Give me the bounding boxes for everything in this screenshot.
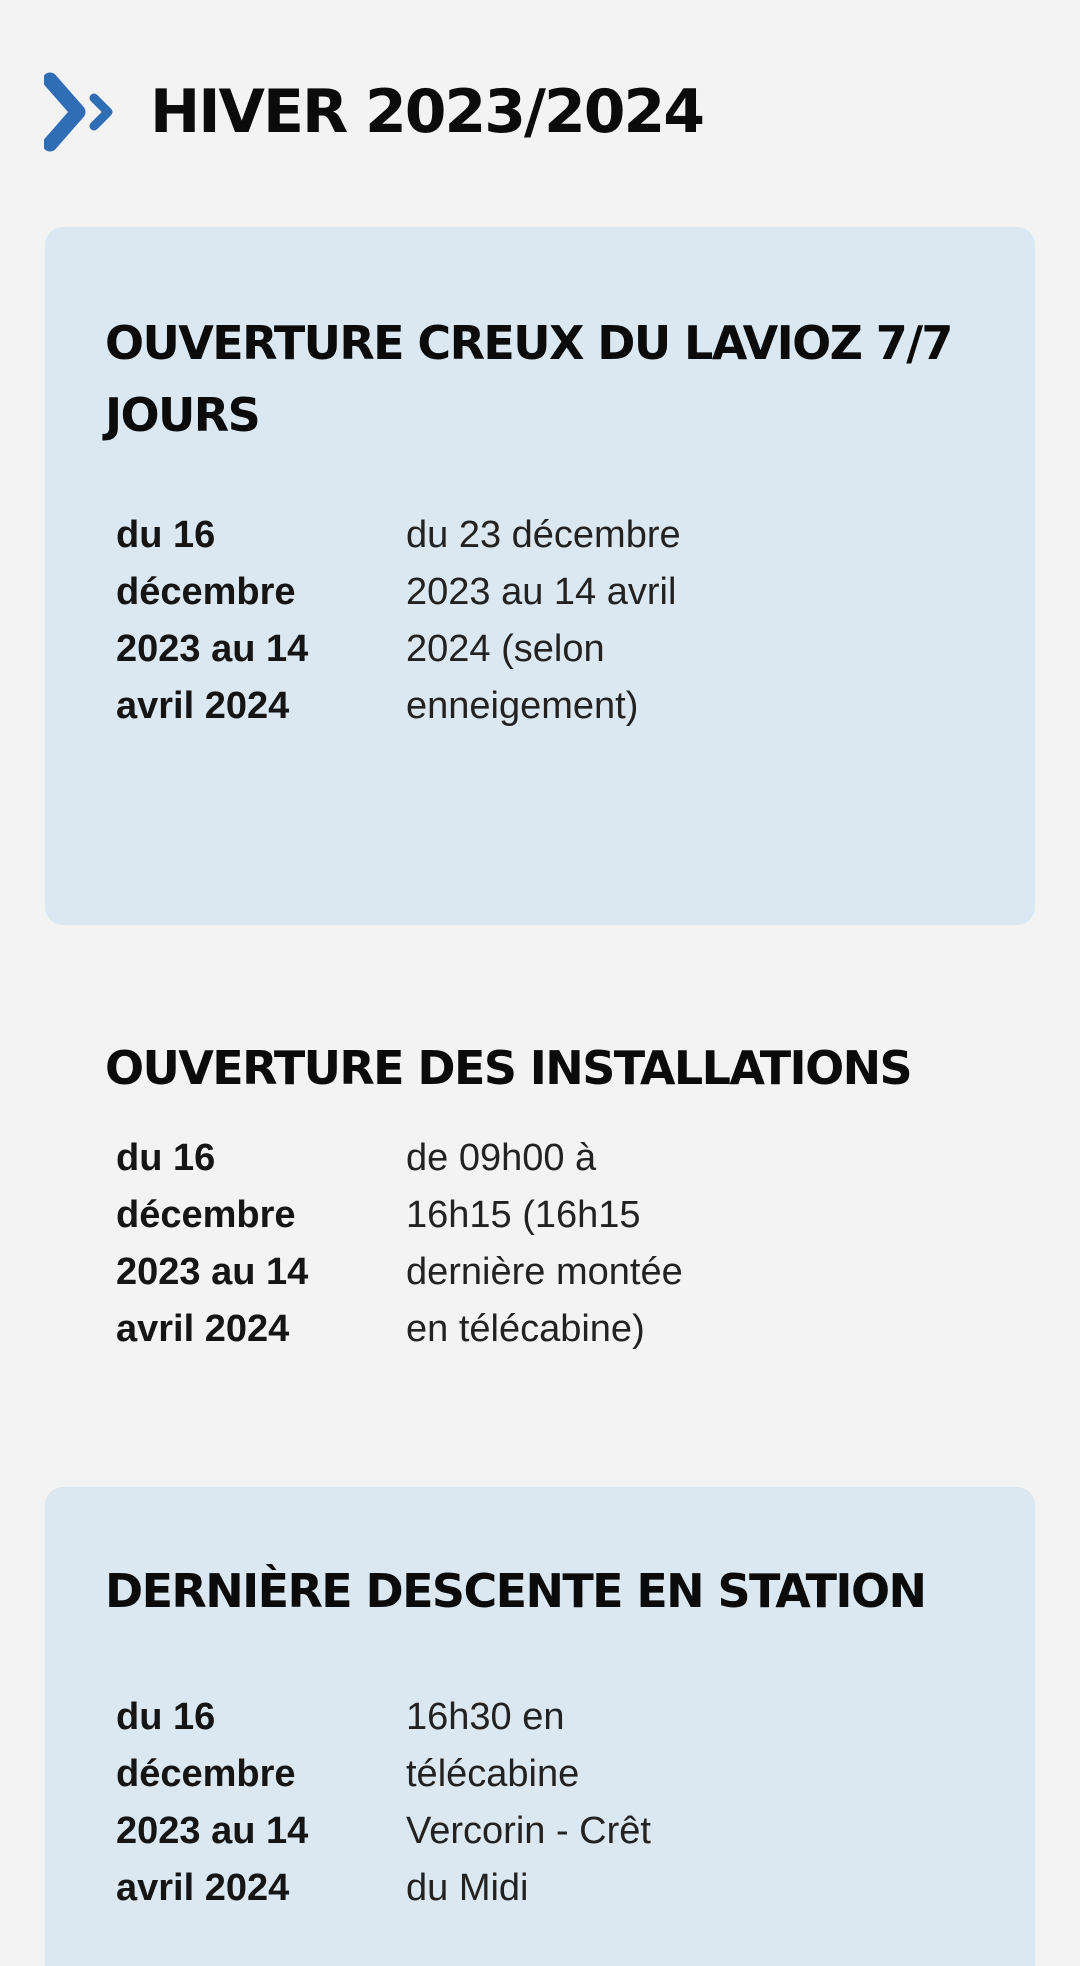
section-title: OUVERTURE CREUX DU LAVIOZ 7/7 JOURS [105,316,952,442]
date-range: du 16 décembre 2023 au 14 avril 2024 [116,1137,309,1350]
schedule-info: 16h30 en télécabine Vercorin - Crêt du Midi [406,1696,651,1909]
section-title: OUVERTURE DES INSTALLATIONS [105,1041,912,1095]
section-title: DERNIÈRE DESCENTE EN STATION [105,1564,926,1618]
page-title: HIVER 2023/2024 [150,77,703,147]
schedule-info: du 23 décembre 2023 au 14 avril 2024 (selon enneigement) [406,514,681,727]
date-range: du 16 décembre 2023 au 14 avril 2024 [116,514,309,727]
section-card-installations [45,960,1035,1420]
double-chevron-right-icon [44,70,124,154]
schedule-info: de 09h00 à 16h15 (16h15 dernière montée en télécabine) [406,1137,683,1350]
date-range: du 16 décembre 2023 au 14 avril 2024 [116,1696,309,1909]
page-header [44,70,703,154]
section-card-derniere-descente [45,1487,1035,1966]
section-card-creux-du-lavioz [45,227,1035,925]
